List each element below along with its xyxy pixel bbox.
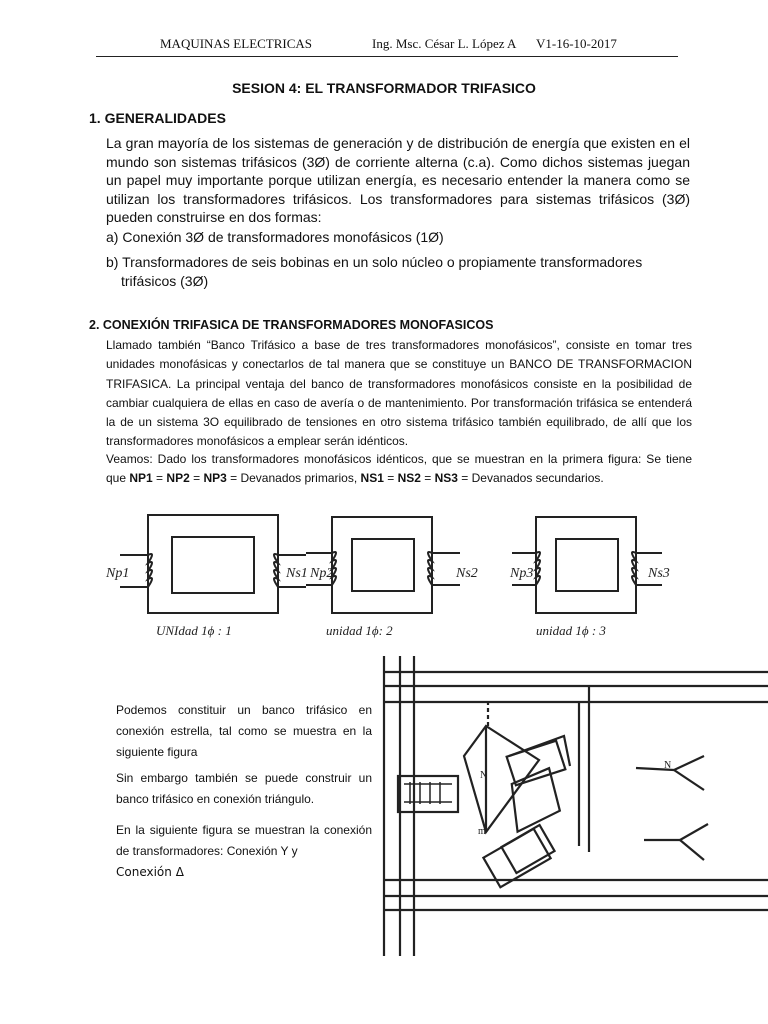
eq-ns2: NS2 <box>397 471 421 486</box>
veamos-text: Veamos: Dado los transformadores monofásicos idénticos, que se muestran en la primera figura: Se tiene que <box>106 452 692 486</box>
header-author: Ing. Msc. César L. López A <box>372 36 517 51</box>
list-item-b <box>106 253 690 290</box>
eq-np2: NP2 <box>166 471 190 486</box>
header-course: MAQUINAS ELECTRICAS <box>160 36 313 51</box>
eq-secondary-text: Devanados secundarios. <box>471 471 604 486</box>
section-2-heading: 2. CONEXIÓN TRIFASICA DE TRANSFORMADORES MONOFASICOS <box>89 318 494 332</box>
section-2-paragraph: Llamado también “Banco Trifásico a base de tres transformadores monofásicos”, consiste en tomar tres unidades monofásicas y conectarlos de tal manera que se constituye un BANCO DE TRANSFORMACION TRIFASICA. La principal ventaja del banco de transformadores monofásicos consiste en la posibilidad de cambiar cualquiera de ellas en caso de avería o de mantenimiento. Por transformación trifásica se entenderá la de un sistema 3O equilibrado de tensiones en otro sistema trifásico también equilibrado, de allí que los transformadores monofásicos a emplear serán idénticos. <box>106 338 692 449</box>
single-phase-units-figure <box>100 505 696 653</box>
page-header <box>100 36 680 56</box>
ns3-label: Ns3 <box>648 566 670 581</box>
side-paragraph-3-text: En la siguiente figura se muestran la conexión de transformadores: Conexión Y y <box>116 823 372 858</box>
star-connection-diagram <box>374 656 768 960</box>
transformer-unit-2 <box>306 517 478 638</box>
section-1-paragraph: La gran mayoría de los sistemas de generación y de distribución de energía que existen en el mundo son sistemas trifásicos (3Ø) de corriente alterna (c.a). Como dichos sistemas juegan un papel muy importante porque utilizan energía, es necesario entender la manera como se utilizan los transformadores trifásicos. Los transformadores para sistemas trifásicos (3Ø) pueden construirse en dos formas: <box>106 135 690 225</box>
np3-label: Np3 <box>510 566 534 581</box>
np1-label: Np1 <box>106 566 130 581</box>
unit-1-caption: UNIdad 1ϕ : 1 <box>156 623 232 638</box>
ns1-label: Ns1 <box>286 566 308 581</box>
section-2-veamos: Veamos: Dado los transformadores monofásicos idénticos, que se muestran en la primera figura: Se tiene que NP1 = NP2 = NP3 = Devanados primarios, NS1 = NS2 = NS3 = Devanados secundarios. <box>106 452 692 486</box>
neutral-label-center: N <box>480 770 488 781</box>
list-item-a: a) Conexión 3Ø de transformadores monofásicos (1Ø) <box>106 229 444 245</box>
unit-3-caption: unidad 1ϕ : 3 <box>536 623 606 638</box>
side-paragraph-1: Podemos constituir un banco trifásico en conexión estrella, tal como se muestra en la siguiente figura <box>116 703 372 759</box>
eq-np1: NP1 <box>129 471 153 486</box>
eq-ns1: NS1 <box>360 471 384 486</box>
neutral-label-right: N <box>664 760 672 771</box>
neutral-label-lower: m <box>478 826 486 837</box>
eq-ns3: NS3 <box>434 471 458 486</box>
side-paragraph-3-end: Conexión Δ <box>116 865 184 879</box>
section-1-heading: 1. GENERALIDADES <box>89 110 226 126</box>
header-rule <box>96 56 678 57</box>
eq-np3: NP3 <box>203 471 227 486</box>
list-item-b-line1: b) Transformadores de seis bobinas en un solo núcleo o propiamente transformadores <box>106 254 643 270</box>
eq-primary-text: Devanados primarios, <box>240 471 358 486</box>
list-item-b-line2: trifásicos (3Ø) <box>121 272 209 289</box>
np2-label: Np2 <box>310 566 334 581</box>
ns2-label: Ns2 <box>456 566 478 581</box>
page-title: SESION 4: EL TRANSFORMADOR TRIFASICO <box>232 80 536 96</box>
header-version: V1-16-10-2017 <box>536 36 617 51</box>
side-paragraph-2: Sin embargo también se puede construir un banco trifásico en conexión triángulo. <box>116 771 372 806</box>
transformer-unit-3 <box>509 517 670 638</box>
side-paragraph-3 <box>116 820 372 883</box>
unit-2-caption: unidad 1ϕ: 2 <box>326 623 393 638</box>
transformer-unit-1 <box>105 515 308 638</box>
